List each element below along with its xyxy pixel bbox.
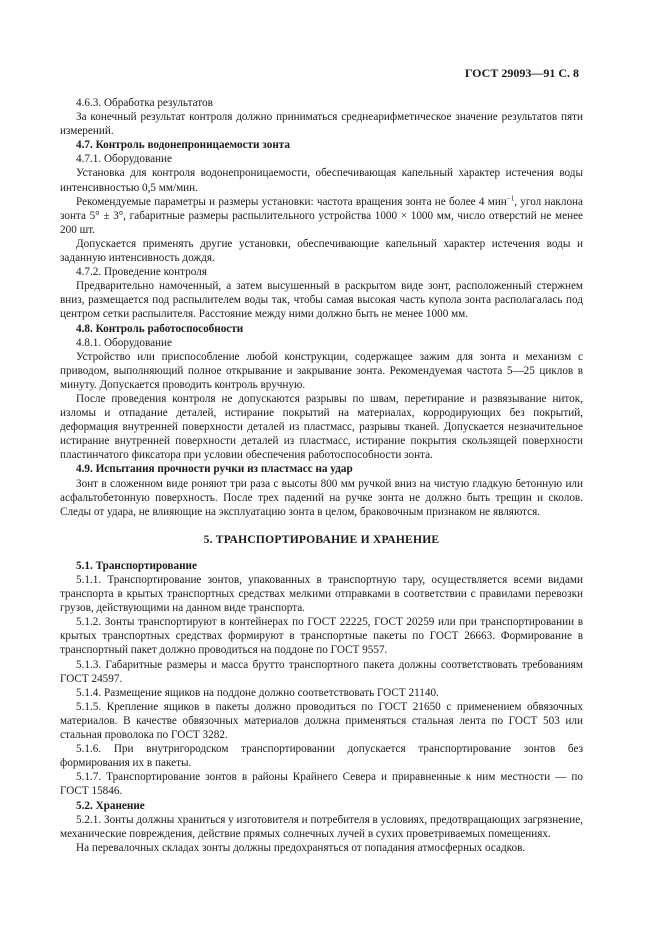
paragraph-parameters — [60, 195, 583, 237]
subsection-4-8-1: 4.8.1. Оборудование — [76, 336, 172, 349]
paragraph: Допускается применять другие установки, обеспечивающие капельный характер истечения воды и заданную интенсивность дождя. — [60, 237, 583, 265]
paragraph: Установка для контроля водонепроницаемости, обеспечивающая капельный характер истечения воды интенсивностью 0,5 мм/мин. — [60, 167, 583, 194]
paragraph: Зонт в сложенном виде роняют три раза с высоты 800 мм ручкой вниз на чистую гладкую бетонную или асфальтобетонную поверхность. После трех падений на ручке зонта не должно быть трещин и сколов. Следы от удара, не влияющие на эксплуатацию зонта в целом, браковочным признаком не являются. — [60, 477, 583, 518]
subsection-4-7-1: 4.7.1. Оборудование — [76, 153, 172, 166]
paragraph: За конечный результат контроля должно приниматься среднеарифметическое значение результатов пяти измерений. — [60, 111, 583, 138]
paragraph: 5.1.7. Транспортирование зонтов в районы Крайнего Севера и приравненные к ним местности — по ГОСТ 15846. — [60, 771, 583, 798]
paragraph: Предварительно намоченный, а затем высушенный в раскрытом виде зонт, расположенный стержнем вниз, размещается под распылителем воды так, чтобы самая высокая часть купола зонта располагалась под центром сетки распылителя. Расстояние между ними должно быть не менее 1000 мм. — [60, 280, 583, 321]
paragraph: 5.1.4. Размещение ящиков на поддоне должно соответствовать ГОСТ 21140. — [76, 686, 439, 699]
paragraph: На перевалочных складах зонты должны предохраняться от попадания атмосферных осадков. — [76, 841, 526, 854]
paragraph: Устройство или приспособление любой конструкции, содержащее зажим для зонта и механизм с приводом, выполняющий полное открывание и закрывание зонта. Рекомендуемая частота 5—25 циклов в минуту. Допускается проводить контроль вручную. — [60, 350, 583, 391]
subsection-4-6-3: 4.6.3. Обработка результатов — [76, 97, 213, 109]
paragraph: 5.1.1. Транспортирование зонтов, упакованных в транспортную тару, осуществляется всеми видами транспорта в крытых транспортных средствах мелкими отправками в соответствии с правилами перевозки грузов, действующими на данном виде транспорта. — [60, 574, 583, 615]
heading-4-8: 4.8. Контроль работоспособности — [76, 322, 244, 335]
heading-5-1: 5.1. Транспортирование — [76, 559, 197, 572]
superscript: −1 — [506, 193, 515, 202]
subsection-4-7-2: 4.7.2. Проведение контроля — [76, 266, 207, 279]
paragraph: 5.1.2. Зонты транспортируют в контейнерах по ГОСТ 22225, ГОСТ 20259 или при транспортировании в крытых транспортных средствах формируют в транспортные пакеты по ГОСТ 26663. Формирование в транспортный пакет должно проводиться на поддоне по ГОСТ 9557. — [60, 616, 583, 657]
paragraph: 5.1.5. Крепление ящиков в пакеты должно проводиться по ГОСТ 21650 с применением обвязочных материалов. В качестве обвязочных материалов должна применяться стальная лента по ГОСТ 503 или стальная проволока по ГОСТ 3282. — [60, 700, 583, 742]
heading-4-9: 4.9. Испытания прочности ручки из пластмасс на удар — [76, 463, 353, 476]
paragraph: 5.2.1. Зонты должны храниться у изготовителя и потребителя в условиях, предотвращающих загрязнение, механические повреждения, действие прямых солнечных лучей в сухих проветриваемых помещениях. — [60, 813, 583, 840]
text-part: Рекомендуемые параметры и размеры установки: частота вращения зонта не более 4 мин — [76, 195, 507, 208]
page-header: ГОСТ 29093—91 С. 8 — [464, 66, 579, 80]
paragraph: После проведения контроля не допускаются разрывы по швам, перетирание и развязывание ниток, изломы и отпадание деталей, истирание покрытий на материалах, корродирующих без покрытий, деформация внутренней поверхности деталей из пластмасс, разрывы тканей. Допускается незначительное истирание внутренней поверхности деталей из пластмасс, истирание покрытия скользящей поверхности пластинчатого фиксатора при условии обеспечения работоспособности зонта. — [60, 392, 583, 462]
heading-4-7: 4.7. Контроль водонепроницаемости зонта — [76, 139, 290, 152]
heading-5-2: 5.2. Хранение — [76, 799, 145, 812]
paragraph: 5.1.3. Габаритные размеры и масса брутто транспортного пакета должны соответствовать требованиям ГОСТ 24597. — [60, 658, 583, 685]
paragraph: 5.1.6. При внутригородском транспортировании допускается транспортирование зонтов без формирования их в пакеты. — [60, 743, 583, 770]
section-title-5: 5. ТРАНСПОРТИРОВАНИЕ И ХРАНЕНИЕ — [203, 532, 440, 546]
document-body — [60, 96, 583, 855]
text-part: , угол наклона зонта 5° ± 3°, габаритные размеры распылительного устройства 1000 × 1000 мм, число отверстий не менее 200 шт. — [60, 195, 583, 236]
